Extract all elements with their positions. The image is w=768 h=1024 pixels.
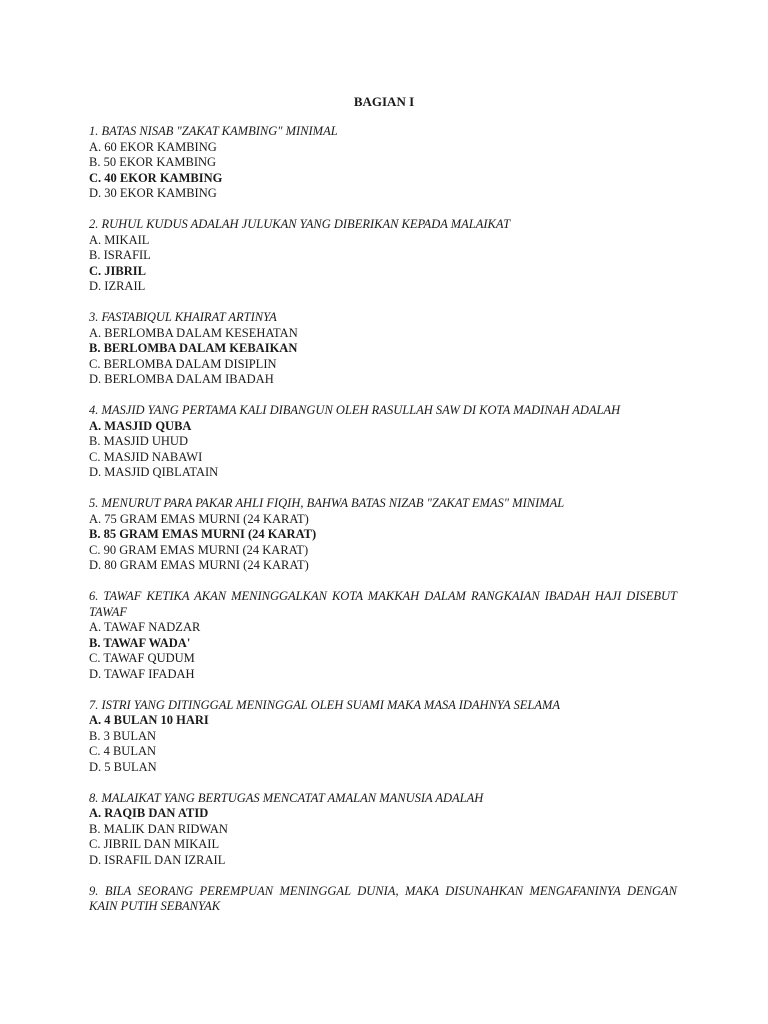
question-text: 7. ISTRI YANG DITINGGAL MENINGGAL OLEH SUAMI MAKA MASA IDAHNYA SELAMA <box>89 697 561 712</box>
answer-option: A. 75 GRAM EMAS MURNI (24 KARAT) <box>89 511 309 526</box>
answer-option-correct: A. RAQIB DAN ATID <box>89 806 209 820</box>
question-list <box>89 124 677 930</box>
answer-option: D. 80 GRAM EMAS MURNI (24 KARAT) <box>89 558 309 572</box>
answer-option-correct: A. 4 BULAN 10 HARI <box>89 713 209 727</box>
question-block <box>89 403 677 481</box>
answer-option: B. ISRAFIL <box>89 248 151 262</box>
question-block <box>89 496 677 574</box>
answer-option: C. MASJID NABAWI <box>89 449 203 464</box>
answer-option: D. MASJID QIBLATAIN <box>89 465 219 479</box>
answer-option: D. 5 BULAN <box>89 759 157 774</box>
answer-option: D. IZRAIL <box>89 279 146 293</box>
question-block <box>89 217 677 295</box>
answer-option: A. TAWAF NADZAR <box>89 620 201 634</box>
answer-option-correct: C. 40 EKOR KAMBING <box>89 170 223 185</box>
answer-option: B. MALIK DAN RIDWAN <box>89 821 228 836</box>
answer-option-correct: B. TAWAF WADA' <box>89 635 191 650</box>
question-text: 2. RUHUL KUDUS ADALAH JULUKAN YANG DIBERIKAN KEPADA MALAIKAT <box>89 217 511 231</box>
question-block <box>89 310 677 388</box>
answer-option: B. 50 EKOR KAMBING <box>89 155 217 169</box>
answer-option: D. BERLOMBA DALAM IBADAH <box>89 372 274 386</box>
answer-option: C. TAWAF QUDUM <box>89 651 195 665</box>
answer-option-correct: A. MASJID QUBA <box>89 418 192 433</box>
answer-option: A. MIKAIL <box>89 232 150 247</box>
answer-option: C. BERLOMBA DALAM DISIPLIN <box>89 356 277 371</box>
question-text: 1. BATAS NISAB "ZAKAT KAMBING" MINIMAL <box>89 124 338 138</box>
question-text: 3. FASTABIQUL KHAIRAT ARTINYA <box>89 310 277 324</box>
question-text: 5. MENURUT PARA PAKAR AHLI FIQIH, BAHWA BATAS NIZAB "ZAKAT EMAS" MINIMAL <box>89 496 565 510</box>
answer-option: A. 60 EKOR KAMBING <box>89 139 217 154</box>
question-text: 8. MALAIKAT YANG BERTUGAS MENCATAT AMALAN MANUSIA ADALAH <box>89 790 484 805</box>
question-block <box>89 791 677 869</box>
answer-option: D. TAWAF IFADAH <box>89 666 195 681</box>
answer-option: D. 30 EKOR KAMBING <box>89 186 217 200</box>
answer-option: A. BERLOMBA DALAM KESEHATAN <box>89 325 298 340</box>
answer-option: D. ISRAFIL DAN IZRAIL <box>89 852 226 867</box>
question-block <box>89 124 677 202</box>
answer-option: B. MASJID UHUD <box>89 434 188 448</box>
question-text: 9. BILA SEORANG PEREMPUAN MENINGGAL DUNIA, MAKA DISUNAHKAN MENGAFANINYA DENGAN KAIN PUTIH SEBANYAK <box>89 883 677 913</box>
section-title: BAGIAN I <box>353 94 415 109</box>
answer-option-correct: C. JIBRIL <box>89 263 146 278</box>
answer-option: C. 4 BULAN <box>89 744 157 758</box>
answer-option-correct: B. 85 GRAM EMAS MURNI (24 KARAT) <box>89 527 317 541</box>
answer-option-correct: B. BERLOMBA DALAM KEBAIKAN <box>89 341 298 355</box>
question-block <box>89 589 677 682</box>
answer-option: C. JIBRIL DAN MIKAIL <box>89 837 220 851</box>
answer-option: C. 90 GRAM EMAS MURNI (24 KARAT) <box>89 542 309 557</box>
question-text: 6. TAWAF KETIKA AKAN MENINGGALKAN KOTA MAKKAH DALAM RANGKAIAN IBADAH HAJI DISEBUT TAWAF <box>89 589 677 619</box>
question-text: 4. MASJID YANG PERTAMA KALI DIBANGUN OLEH RASULLAH SAW DI KOTA MADINAH ADALAH <box>89 403 621 417</box>
question-block <box>89 698 677 776</box>
question-block <box>89 884 677 915</box>
answer-option: B. 3 BULAN <box>89 728 157 743</box>
